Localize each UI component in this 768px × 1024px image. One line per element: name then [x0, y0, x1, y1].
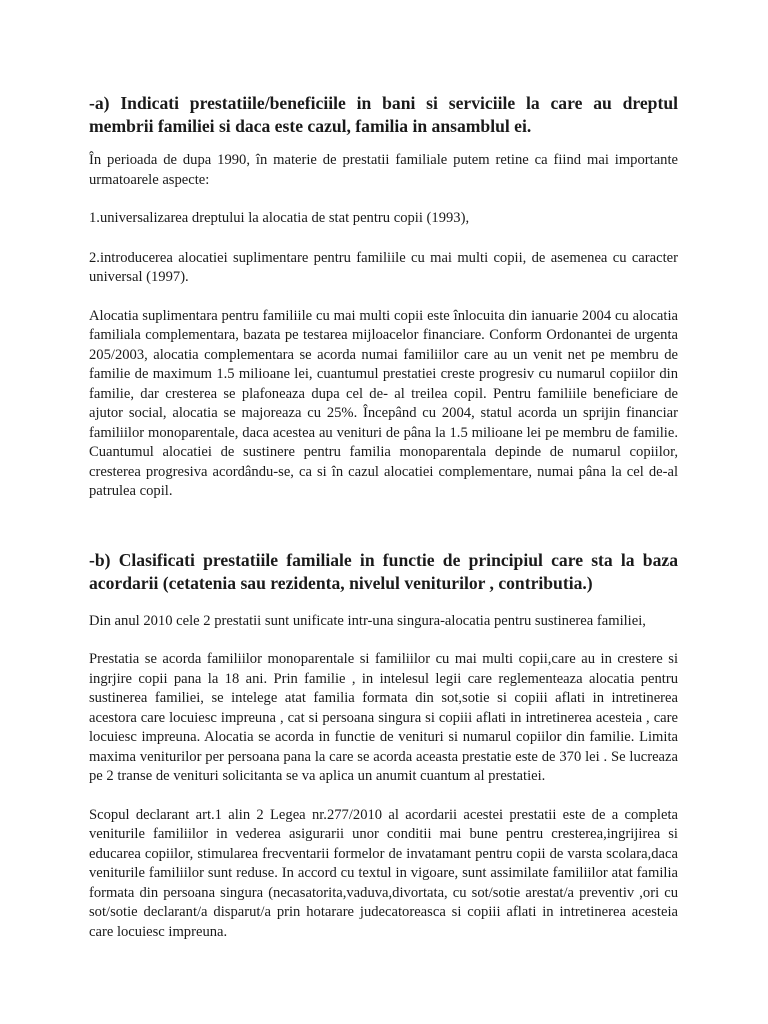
- section-b-heading: -b) Clasificati prestatiile familiale in functie de principiul care sta la baza acordarii (cetatenia sau rezidenta, nivelul veniturilor , contributia.): [89, 549, 678, 593]
- section-b-scopul-paragraph: Scopul declarant art.1 alin 2 Legea nr.277/2010 al acordarii acestei prestatii este de a completa veniturile familiilor in vederea asigurarii unor conditii mai bune pentru cresterea,ingrijirea si educarea copiilor, stimularea frecventarii formelor de invatamant pentru copii de varsta scolara,daca veniturile familiilor sunt reduse. In accord cu textul in vigoare, sunt assimilate familiilor atat familia formata din persoana singura (necasatorita,vaduva,divortata, cu sot/sotie arestat/a preventiv ,ori cu sot/sotie declarant/a disparut/a prin hotarare judecatoreasca si copiii aflati in intretinerea acesteia care locuiesc impreuna.: [89, 806, 678, 940]
- section-a-item-2: 2.introducerea alocatiei suplimentare pentru familiile cu mai multi copii, de asemenea cu caracter universal (1997).: [89, 249, 678, 285]
- section-a-heading: -a) Indicati prestatiile/beneficiile in bani si serviciile la care au dreptul membrii familiei si daca este cazul, familia in ansamblul ei.: [89, 93, 678, 136]
- section-b-2010-paragraph: Din anul 2010 cele 2 prestatii sunt unificate intr-una singura-alocatia pentru sustinerea familiei,: [89, 612, 646, 629]
- document-page: [89, 92, 678, 942]
- section-a-item-1: 1.universalizarea dreptului la alocatia de stat pentru copii (1993),: [89, 210, 470, 226]
- section-a-paragraph: Alocatia suplimentara pentru familiile cu mai multi copii este înlocuita din ianuarie 2004 cu alocatia familiala complementara, bazata pe testarea mijloacelor financiare. Conform Ordonantei de urgenta 205/2003, alocatia complementara se acorda numai familiilor care au un venit net pe membru de familie de maximum 1.5 milioane lei, cuantumul prestatiei creste progresiv cu numarul copiilor din familie, dar cresterea se plafoneaza dupa cel de- al treilea copil. Pentru familiile beneficiare de ajutor social, alocatia se majoreaza cu 25%. Începând cu 2004, statul acorda un sprijin financiar familiilor monoparentale, daca acestea au venituri de pâna la 1.5 milioane lei pe membru de familie. Cuantumul alocatiei de sustinere pentru familia monoparentala depinde de numarul copiilor, cresterea progresiva acordându-se, ca si în cazul alocatiei complementare, numai pâna la cel de-al patrulea copil.: [89, 307, 678, 499]
- section-b-prestatia-paragraph: Prestatia se acorda familiilor monoparentale si familiilor cu mai multi copii,care au in crestere si ingrjire copii pana la 18 ani. Prin familie , in intelesul legii care reglementeaza alocatia pentru sustinerea familiei, se intelege atat familia formata din sot,sotie si copiii aflati in intretinerea acestora care locuiesc impreuna , cat si persoana singura si copiii aflati in intretinerea acesteia , care locuiesc impreuna. Alocatia se acorda in functie de venituri si numarul copiilor din familie. Limita maxima veniturilor per persoana pana la care se acorda aceasta prestatie este de 370 lei . Se lucreaza pe 2 transe de venituri solicitanta se va aplica un anumit cuantum al prestatiei.: [89, 651, 678, 784]
- section-a-intro: În perioada de dupa 1990, în materie de prestatii familiale putem retine ca fiind mai importante urmatoarele aspecte:: [89, 152, 678, 188]
